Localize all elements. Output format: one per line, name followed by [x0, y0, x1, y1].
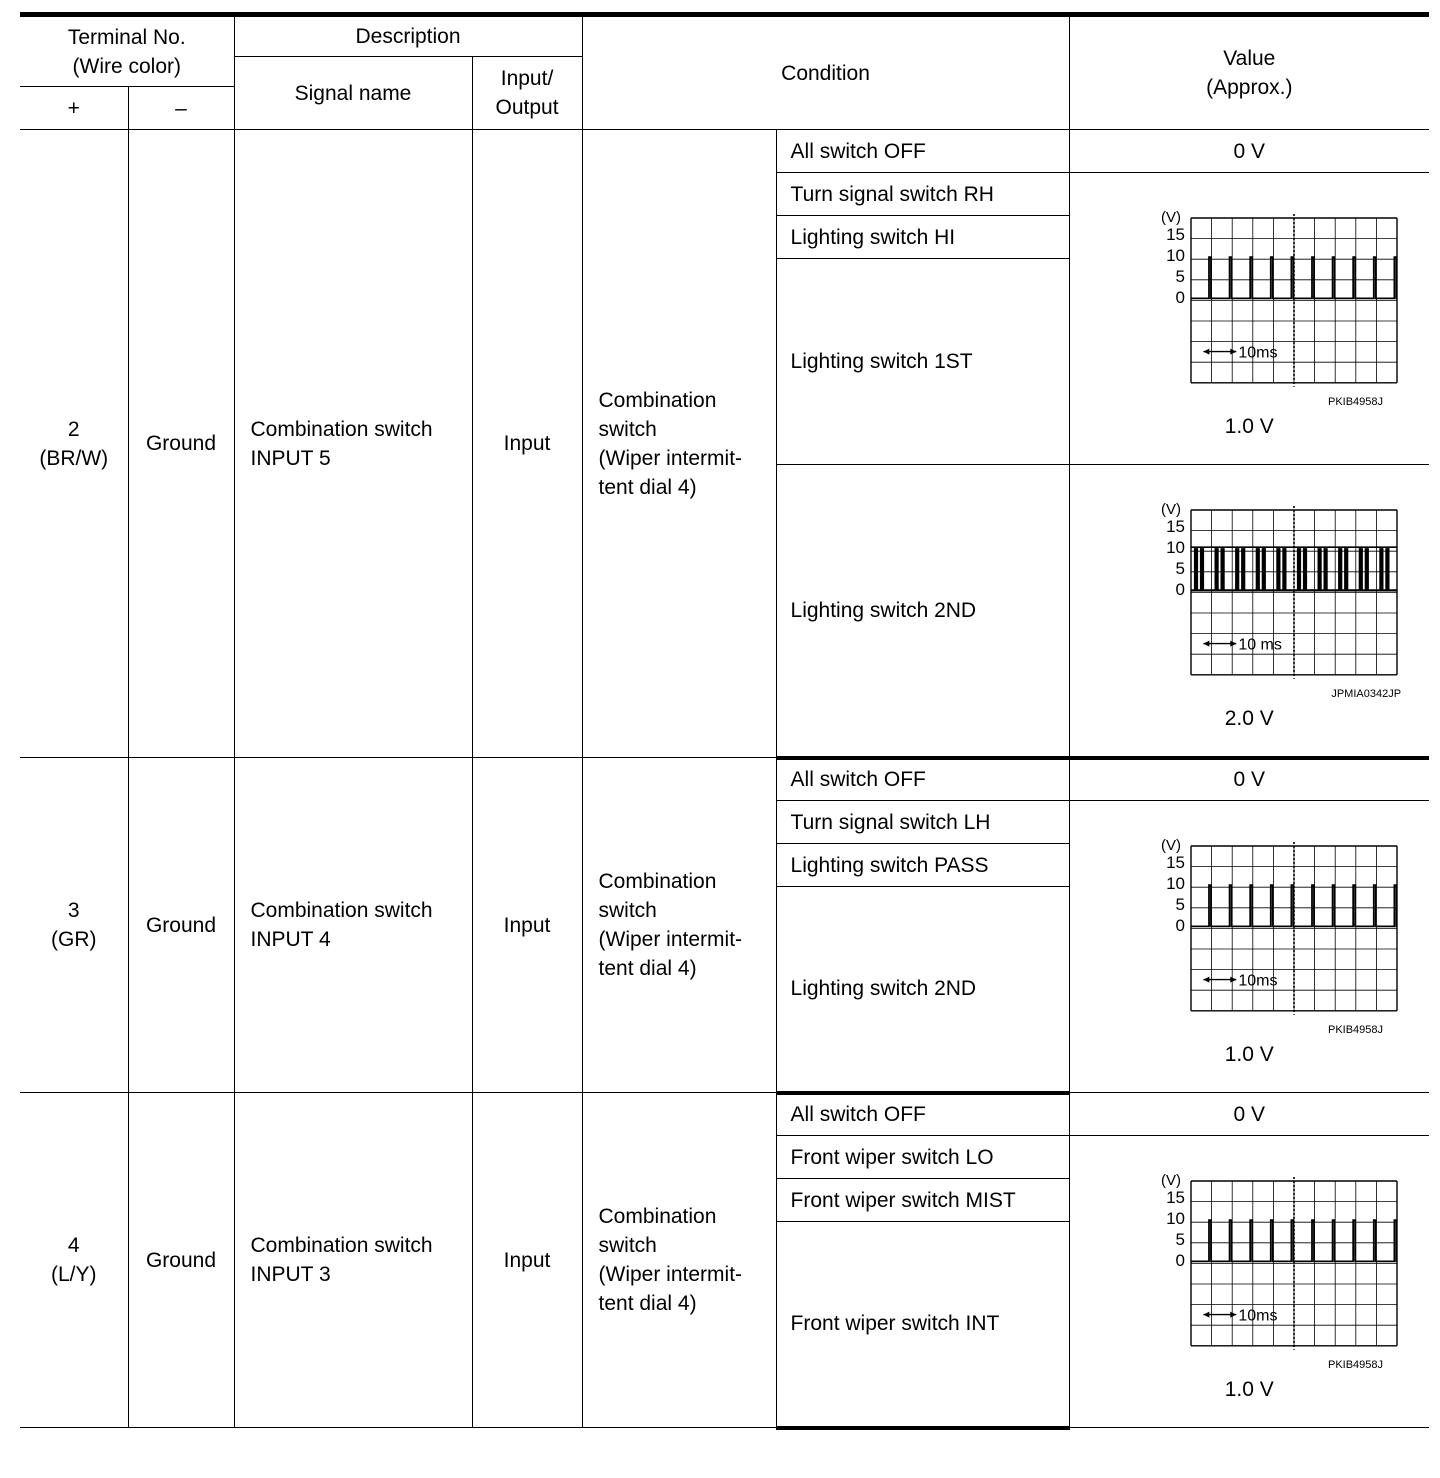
- subcondition-cell: All switch OFF: [776, 758, 1069, 801]
- waveform-cell: [1069, 1136, 1429, 1428]
- time-scale-arrow: [1204, 977, 1210, 983]
- subcondition-cell: Lighting switch 1ST: [776, 259, 1069, 465]
- figure-id: PKIB4958J: [1327, 396, 1384, 408]
- terminal-no-header: Terminal No. (Wire color): [20, 15, 234, 87]
- minus-header: –: [128, 87, 234, 130]
- subcondition-cell: All switch OFF: [776, 1093, 1069, 1136]
- terminal-spec-table: [20, 12, 1429, 1430]
- time-scale-arrow: [1231, 977, 1237, 983]
- time-scale-arrow: [1231, 1312, 1237, 1318]
- signal-name-cell: Combination switch INPUT 5: [234, 130, 472, 758]
- subcondition-cell: All switch OFF: [776, 130, 1069, 173]
- y-tick-label: 10: [1166, 246, 1186, 266]
- waveform-value: 1.0 V: [1224, 1378, 1274, 1401]
- subcondition-cell: Lighting switch 2ND: [776, 465, 1069, 758]
- condition-cell: Combination switch (Wiper intermit- tent dial 4): [582, 1093, 776, 1428]
- time-scale-arrow: [1204, 349, 1210, 355]
- figure-id: PKIB4958J: [1327, 1359, 1384, 1371]
- waveform-chart: [1099, 1159, 1399, 1359]
- figure-id: JPMIA0342JP: [1331, 687, 1402, 700]
- waveform-chart: [1099, 824, 1399, 1024]
- waveform-value: 2.0 V: [1224, 706, 1274, 730]
- subcondition-cell: Lighting switch PASS: [776, 844, 1069, 887]
- waveform-value: 1.0 V: [1224, 415, 1274, 438]
- axis-unit-label: (V): [1161, 209, 1182, 226]
- y-tick-label: 15: [1166, 1188, 1186, 1207]
- time-scale-arrow: [1231, 349, 1237, 355]
- y-tick-label: 0: [1175, 1251, 1186, 1271]
- subcondition-cell: Front wiper switch MIST: [776, 1179, 1069, 1222]
- y-tick-label: 0: [1175, 288, 1186, 308]
- waveform-chart: [1099, 196, 1399, 396]
- time-scale-label: 10ms: [1238, 344, 1278, 362]
- io-cell: Input: [472, 1093, 582, 1428]
- signal-name-cell: Combination switch INPUT 4: [234, 758, 472, 1093]
- waveform-trace: [1191, 885, 1397, 926]
- condition-cell: Combination switch (Wiper intermit- tent dial 4): [582, 758, 776, 1093]
- waveform-trace: [1191, 1220, 1397, 1261]
- y-tick-label: 5: [1175, 895, 1186, 915]
- input-output-header: Input/ Output: [472, 57, 582, 130]
- subcondition-cell: Front wiper switch LO: [776, 1136, 1069, 1179]
- waveform-cell: [1069, 801, 1429, 1093]
- subcondition-cell: Turn signal switch LH: [776, 801, 1069, 844]
- y-tick-label: 10: [1166, 874, 1186, 894]
- y-tick-label: 15: [1166, 516, 1186, 536]
- value-cell: 0 V: [1069, 1093, 1429, 1136]
- signal-name-header: Signal name: [234, 57, 472, 130]
- waveform-chart: [1099, 488, 1399, 688]
- description-header: Description: [234, 15, 582, 57]
- scope-grid: [1191, 842, 1397, 1015]
- ground-cell: Ground: [128, 758, 234, 1093]
- subcondition-cell: Front wiper switch INT: [776, 1222, 1069, 1428]
- scope-grid: [1191, 506, 1397, 679]
- figure-id: PKIB4958J: [1327, 1024, 1384, 1036]
- waveform-trace: [1191, 257, 1397, 298]
- ground-cell: Ground: [128, 130, 234, 758]
- time-scale-arrow: [1231, 640, 1237, 646]
- value-header: Value (Approx.): [1069, 15, 1429, 130]
- scope-grid: [1191, 1177, 1397, 1350]
- y-tick-label: 15: [1166, 225, 1186, 244]
- condition-cell: Combination switch (Wiper intermit- tent dial 4): [582, 130, 776, 758]
- subcondition-cell: Turn signal switch RH: [776, 173, 1069, 216]
- io-cell: Input: [472, 758, 582, 1093]
- time-scale-label: 10ms: [1238, 1307, 1278, 1325]
- terminal-4-cell: 4 (L/Y): [20, 1093, 128, 1428]
- y-tick-label: 15: [1166, 853, 1186, 872]
- terminal-2-cell: 2 (BR/W): [20, 130, 128, 758]
- y-tick-label: 0: [1175, 579, 1186, 599]
- y-tick-label: 5: [1175, 1230, 1186, 1250]
- y-tick-label: 10: [1166, 1209, 1186, 1229]
- time-scale-label: 10ms: [1238, 972, 1278, 990]
- plus-header: +: [20, 87, 128, 130]
- io-cell: Input: [472, 130, 582, 758]
- condition-header: Condition: [582, 15, 1069, 130]
- time-scale-arrow: [1204, 1312, 1210, 1318]
- axis-unit-label: (V): [1161, 1172, 1182, 1189]
- axis-unit-label: (V): [1161, 500, 1182, 518]
- scope-grid: [1191, 214, 1397, 387]
- subcondition-cell: Lighting switch 2ND: [776, 887, 1069, 1093]
- subcondition-cell: Lighting switch HI: [776, 216, 1069, 259]
- y-tick-label: 5: [1175, 267, 1186, 287]
- time-scale-arrow: [1204, 640, 1210, 646]
- y-tick-label: 10: [1166, 537, 1186, 557]
- waveform-value: 1.0 V: [1224, 1043, 1274, 1066]
- time-scale-label: 10 ms: [1238, 636, 1283, 654]
- axis-unit-label: (V): [1161, 837, 1182, 854]
- ground-cell: Ground: [128, 1093, 234, 1428]
- waveform-cell: [1069, 465, 1429, 758]
- waveform-cell: [1069, 173, 1429, 465]
- signal-name-cell: Combination switch INPUT 3: [234, 1093, 472, 1428]
- value-cell: 0 V: [1069, 130, 1429, 173]
- value-cell: 0 V: [1069, 758, 1429, 801]
- y-tick-label: 0: [1175, 916, 1186, 936]
- y-tick-label: 5: [1175, 558, 1186, 578]
- terminal-3-cell: 3 (GR): [20, 758, 128, 1093]
